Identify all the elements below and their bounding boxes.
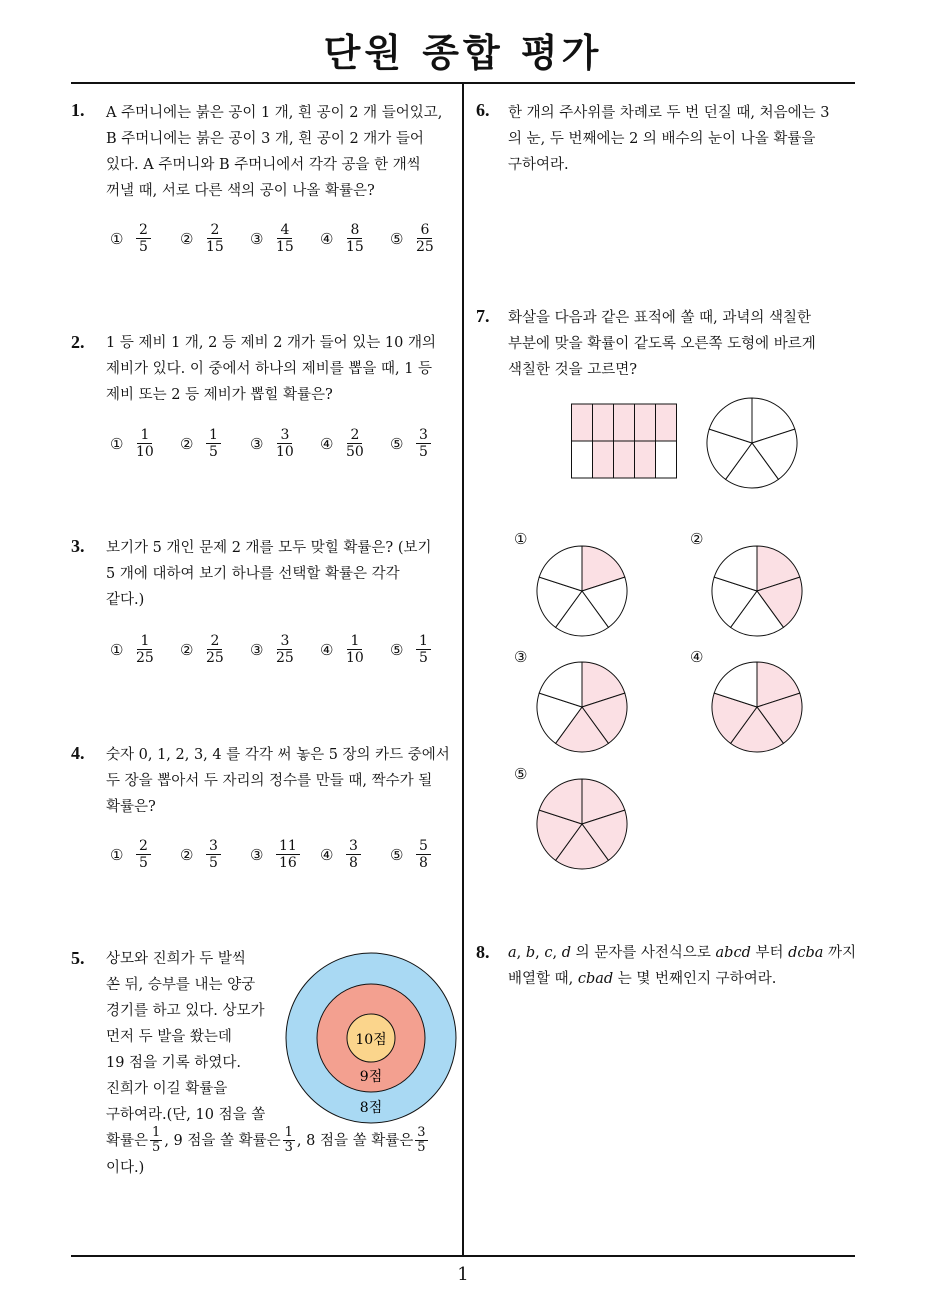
choice-fraction bbox=[416, 222, 434, 255]
question-5-probabilities bbox=[106, 1126, 458, 1181]
question-line: 확률은? bbox=[106, 799, 156, 815]
fraction-denominator: 50 bbox=[346, 444, 364, 460]
choice-fraction bbox=[346, 838, 361, 871]
fraction-p9 bbox=[283, 1126, 295, 1155]
option-2-label: ② bbox=[690, 530, 704, 548]
choice-fraction bbox=[346, 633, 364, 666]
fraction-p10 bbox=[150, 1126, 162, 1155]
var-cbad: cbad bbox=[577, 971, 614, 987]
fraction-denominator: 10 bbox=[136, 444, 154, 460]
var-dcba: dcba bbox=[788, 945, 824, 961]
option-3-pie[interactable] bbox=[535, 660, 629, 754]
choice-option-2[interactable] bbox=[180, 633, 250, 666]
choice-option-3[interactable] bbox=[250, 838, 320, 871]
question-line: 색칠한 것을 고르면? bbox=[508, 362, 638, 378]
choice-option-3[interactable] bbox=[250, 427, 320, 460]
fraction-denominator: 15 bbox=[346, 239, 364, 255]
choice-option-4[interactable] bbox=[320, 633, 390, 666]
question-8-number: 8. bbox=[476, 942, 490, 962]
choice-mark: ③ bbox=[250, 434, 264, 453]
fraction-numerator: 2 bbox=[207, 633, 222, 650]
question-4-choices bbox=[110, 838, 460, 871]
question-line bbox=[508, 966, 860, 992]
fraction-numerator: 4 bbox=[277, 222, 292, 239]
var-b: b bbox=[525, 945, 536, 961]
question-line: 보기가 5 개인 문제 2 개를 모두 맞힐 확률은? (보기 bbox=[106, 540, 432, 556]
question-line: 구하여라. bbox=[508, 157, 569, 173]
option-3-label: ③ bbox=[514, 648, 528, 666]
choice-option-3[interactable] bbox=[250, 222, 320, 255]
choice-mark: ③ bbox=[250, 845, 264, 864]
question-6-number: 6. bbox=[476, 100, 490, 120]
target-label-8: 8점 bbox=[359, 1100, 383, 1116]
question-4-number: 4. bbox=[71, 743, 85, 763]
question-line: 19 점을 기록 하였다. bbox=[106, 1055, 241, 1071]
fraction-numerator: 1 bbox=[137, 427, 152, 444]
choice-option-1[interactable] bbox=[110, 633, 180, 666]
text-part: , bbox=[516, 945, 526, 961]
choice-fraction bbox=[276, 838, 300, 871]
question-line: 쏜 뒤, 승부를 내는 양궁 bbox=[106, 977, 256, 993]
choice-mark: ① bbox=[110, 434, 124, 453]
prob-mid-1: , 9 점을 쏠 확률은 bbox=[164, 1132, 281, 1149]
question-line: 의 눈, 두 번째에는 2 의 배수의 눈이 나올 확률을 bbox=[508, 131, 816, 147]
choice-fraction bbox=[346, 222, 364, 255]
choice-option-2[interactable] bbox=[180, 427, 250, 460]
choice-mark: ① bbox=[110, 640, 124, 659]
fraction-numerator: 3 bbox=[206, 838, 221, 855]
question-line: 제비 또는 2 등 제비가 뽑힐 확률은? bbox=[106, 387, 333, 403]
target-pie-figure bbox=[705, 396, 799, 490]
question-line: A 주머니에는 붉은 공이 1 개, 흰 공이 2 개 들어있고, bbox=[106, 105, 443, 121]
fraction-numerator: 11 bbox=[276, 838, 300, 855]
choice-fraction bbox=[276, 427, 294, 460]
choice-fraction bbox=[416, 427, 431, 460]
fraction-numerator: 1 bbox=[416, 633, 431, 650]
fraction-denominator: 25 bbox=[416, 239, 434, 255]
fraction-denominator: 5 bbox=[139, 239, 148, 255]
question-7-number: 7. bbox=[476, 306, 490, 326]
grid-cell bbox=[614, 404, 635, 441]
question-2-text bbox=[106, 330, 458, 408]
text-part: , bbox=[552, 945, 562, 961]
grid-cell bbox=[635, 441, 656, 478]
choice-option-5[interactable] bbox=[390, 633, 460, 666]
question-5-text bbox=[106, 946, 286, 1128]
choice-fraction bbox=[416, 838, 431, 871]
choice-fraction bbox=[206, 838, 221, 871]
fraction-numerator: 3 bbox=[346, 838, 361, 855]
choice-mark: ④ bbox=[320, 640, 334, 659]
var-c: c bbox=[544, 945, 553, 961]
question-line: 진희가 이길 확률을 bbox=[106, 1081, 228, 1097]
choice-option-1[interactable] bbox=[110, 838, 180, 871]
choice-fraction bbox=[276, 222, 294, 255]
choice-fraction bbox=[346, 427, 364, 460]
question-line: 숫자 0, 1, 2, 3, 4 를 각각 써 놓은 5 장의 카드 중에서 bbox=[106, 747, 450, 763]
question-line: 같다.) bbox=[106, 592, 145, 608]
fraction-denominator: 16 bbox=[279, 855, 297, 871]
question-line: 1 등 제비 1 개, 2 등 제비 2 개가 들어 있는 10 개의 bbox=[106, 335, 436, 351]
choice-mark: ⑤ bbox=[390, 640, 404, 659]
choice-fraction bbox=[136, 427, 154, 460]
archery-target bbox=[285, 952, 457, 1124]
var-abcd: abcd bbox=[715, 945, 751, 961]
grid-cell bbox=[635, 404, 656, 441]
var-a: a bbox=[508, 945, 517, 961]
choice-option-3[interactable] bbox=[250, 633, 320, 666]
footer-rule bbox=[71, 1255, 855, 1257]
fraction-numerator: 2 bbox=[347, 427, 362, 444]
option-1-label: ① bbox=[514, 530, 528, 548]
choice-fraction bbox=[206, 222, 224, 255]
target-label-9: 9점 bbox=[359, 1069, 383, 1085]
option-4-pie[interactable] bbox=[710, 660, 804, 754]
question-line: 있다. A 주머니와 B 주머니에서 각각 공을 한 개씩 bbox=[106, 157, 421, 173]
var-d: d bbox=[561, 945, 572, 961]
choice-mark: ⑤ bbox=[390, 434, 404, 453]
choice-mark: ② bbox=[180, 640, 194, 659]
choice-fraction bbox=[136, 222, 151, 255]
question-line: B 주머니에는 붉은 공이 3 개, 흰 공이 2 개가 들어 bbox=[106, 131, 424, 147]
fraction-numerator: 1 bbox=[347, 633, 362, 650]
question-line: 부분에 맞을 확률이 같도록 오른쪽 도형에 바르게 bbox=[508, 336, 816, 352]
fraction-numerator: 3 bbox=[277, 427, 292, 444]
fraction-numerator: 5 bbox=[416, 838, 431, 855]
question-8-text bbox=[508, 940, 860, 992]
choice-option-2[interactable] bbox=[180, 838, 250, 871]
prob-prefix: 확률은 bbox=[106, 1132, 149, 1149]
option-5-label: ⑤ bbox=[514, 765, 528, 783]
option-2-pie[interactable] bbox=[710, 544, 804, 638]
choice-fraction bbox=[206, 427, 221, 460]
choice-mark: ② bbox=[180, 434, 194, 453]
question-6-text bbox=[508, 100, 858, 178]
fraction-numerator: 2 bbox=[136, 222, 151, 239]
question-4-text bbox=[106, 742, 458, 820]
choice-option-1[interactable] bbox=[110, 222, 180, 255]
target-label-10: 10점 bbox=[355, 1032, 387, 1048]
fraction-denominator: 5 bbox=[419, 444, 428, 460]
choice-mark: ⑤ bbox=[390, 229, 404, 248]
fraction-denominator: 25 bbox=[136, 650, 154, 666]
fraction-denominator: 5 bbox=[419, 650, 428, 666]
question-1-choices bbox=[110, 222, 460, 255]
fraction-p8 bbox=[415, 1126, 427, 1155]
fraction-denominator: 5 bbox=[417, 1140, 426, 1155]
choice-option-4[interactable] bbox=[320, 222, 390, 255]
option-4-label: ④ bbox=[690, 648, 704, 666]
text-part: 까지 bbox=[823, 945, 857, 961]
choice-mark: ① bbox=[110, 845, 124, 864]
choice-mark: ④ bbox=[320, 845, 334, 864]
text-part: 부터 bbox=[750, 945, 789, 961]
choice-mark: ③ bbox=[250, 640, 264, 659]
question-7-text bbox=[508, 305, 858, 383]
fraction-denominator: 5 bbox=[139, 855, 148, 871]
question-3-choices bbox=[110, 633, 460, 666]
choice-option-2[interactable] bbox=[180, 222, 250, 255]
fraction-numerator: 3 bbox=[277, 633, 292, 650]
question-line: 화살을 다음과 같은 표적에 쏠 때, 과녁의 색칠한 bbox=[508, 310, 812, 326]
question-2-number: 2. bbox=[71, 332, 85, 352]
choice-mark: ① bbox=[110, 229, 124, 248]
question-line: 5 개에 대하여 보기 하나를 선택할 확률은 각각 bbox=[106, 566, 400, 582]
question-line: 두 장을 뽑아서 두 자리의 정수를 만들 때, 짝수가 될 bbox=[106, 773, 433, 789]
fraction-denominator: 8 bbox=[419, 855, 428, 871]
page-number: 1 bbox=[457, 1264, 469, 1285]
question-2-choices bbox=[110, 427, 460, 460]
fraction-numerator: 1 bbox=[152, 1125, 161, 1140]
question-1-text bbox=[106, 100, 458, 204]
question-line bbox=[508, 940, 860, 966]
fraction-denominator: 15 bbox=[276, 239, 294, 255]
fraction-denominator: 5 bbox=[209, 855, 218, 871]
choice-mark: ④ bbox=[320, 229, 334, 248]
grid-cell bbox=[572, 441, 593, 478]
fraction-numerator: 3 bbox=[417, 1125, 426, 1140]
question-line: 꺼낼 때, 서로 다른 색의 공이 나올 확률은? bbox=[106, 183, 375, 199]
fraction-numerator: 6 bbox=[417, 222, 432, 239]
probability-line bbox=[106, 1126, 458, 1155]
fraction-denominator: 3 bbox=[284, 1140, 293, 1155]
question-line: 이다.) bbox=[106, 1160, 145, 1176]
question-line: 제비가 있다. 이 중에서 하나의 제비를 뽑을 때, 1 등 bbox=[106, 361, 433, 377]
fraction-denominator: 15 bbox=[206, 239, 224, 255]
fraction-numerator: 2 bbox=[136, 838, 151, 855]
fraction-numerator: 8 bbox=[347, 222, 362, 239]
question-line: 먼저 두 발을 쐈는데 bbox=[106, 1029, 232, 1045]
grid-cell bbox=[656, 404, 677, 441]
fraction-numerator: 2 bbox=[207, 222, 222, 239]
text-part: 는 몇 번째인지 구하여라. bbox=[613, 971, 777, 987]
fraction-denominator: 25 bbox=[206, 650, 224, 666]
fraction-numerator: 1 bbox=[137, 633, 152, 650]
question-5-number: 5. bbox=[71, 948, 85, 968]
choice-mark: ② bbox=[180, 845, 194, 864]
choice-fraction bbox=[206, 633, 224, 666]
choice-fraction bbox=[416, 633, 431, 666]
choice-option-4[interactable] bbox=[320, 427, 390, 460]
choice-mark: ④ bbox=[320, 434, 334, 453]
grid-cell bbox=[572, 404, 593, 441]
page-title: 단원 종합 평가 bbox=[323, 31, 603, 75]
fraction-denominator: 5 bbox=[209, 444, 218, 460]
fraction-denominator: 10 bbox=[276, 444, 294, 460]
choice-fraction bbox=[136, 633, 154, 666]
choice-option-5[interactable] bbox=[390, 838, 460, 871]
choice-fraction bbox=[276, 633, 294, 666]
text-part: 배열할 때, bbox=[508, 971, 578, 987]
question-line: 상모와 진희가 두 발씩 bbox=[106, 951, 246, 967]
fraction-denominator: 25 bbox=[276, 650, 294, 666]
text-part: 의 문자를 사전식으로 bbox=[571, 945, 716, 961]
prob-mid-2: , 8 점을 쏠 확률은 bbox=[296, 1132, 414, 1149]
question-3-text bbox=[106, 535, 458, 613]
grid-cell bbox=[593, 441, 614, 478]
choice-mark: ⑤ bbox=[390, 845, 404, 864]
fraction-numerator: 3 bbox=[416, 427, 431, 444]
choice-option-5[interactable] bbox=[390, 427, 460, 460]
question-1-number: 1. bbox=[71, 100, 85, 120]
question-3-number: 3. bbox=[71, 536, 85, 556]
fraction-denominator: 10 bbox=[346, 650, 364, 666]
column-divider bbox=[462, 84, 464, 1256]
grid-cell bbox=[656, 441, 677, 478]
fraction-numerator: 1 bbox=[284, 1125, 293, 1140]
choice-mark: ② bbox=[180, 229, 194, 248]
option-1-pie[interactable] bbox=[535, 544, 629, 638]
question-line: 경기를 하고 있다. 상모가 bbox=[106, 1003, 265, 1019]
choice-option-1[interactable] bbox=[110, 427, 180, 460]
choice-option-4[interactable] bbox=[320, 838, 390, 871]
choice-mark: ③ bbox=[250, 229, 264, 248]
text-part: , bbox=[535, 945, 545, 961]
choice-option-5[interactable] bbox=[390, 222, 460, 255]
grid-cell bbox=[593, 404, 614, 441]
grid-cell bbox=[614, 441, 635, 478]
fraction-denominator: 5 bbox=[152, 1140, 161, 1155]
choice-fraction bbox=[136, 838, 151, 871]
option-5-pie[interactable] bbox=[535, 777, 629, 871]
question-line: 한 개의 주사위를 차례로 두 번 던질 때, 처음에는 3 bbox=[508, 105, 830, 121]
fraction-denominator: 8 bbox=[349, 855, 358, 871]
fraction-numerator: 1 bbox=[206, 427, 221, 444]
shaded-grid-figure bbox=[570, 403, 680, 479]
question-line: 구하여라.(단, 10 점을 쏠 bbox=[106, 1107, 266, 1123]
